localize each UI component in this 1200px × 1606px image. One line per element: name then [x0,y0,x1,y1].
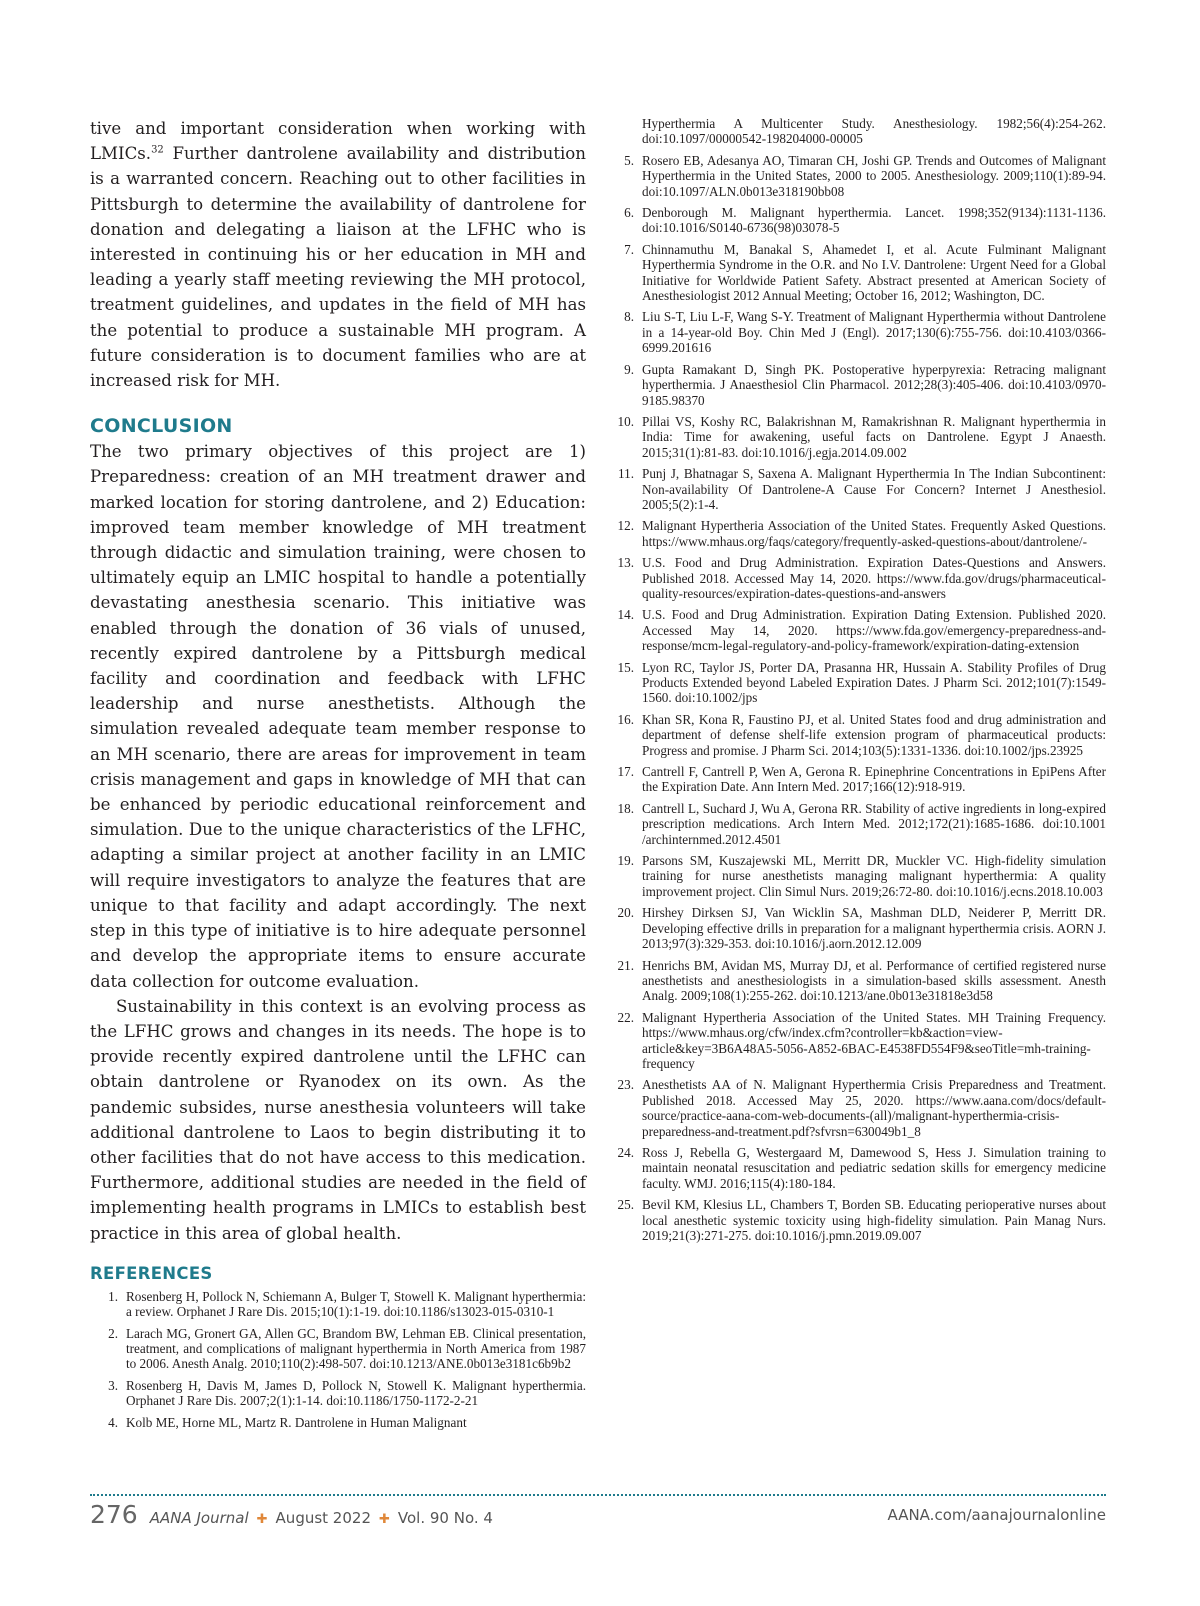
reference-text: Punj J, Bhatnagar S, Saxena A. Malignant Hyperthermia In The Indian Subcontinent: Non-availability Of Dantrolene-A Cause For Concern? Internet J Anesthesiol. 2005;5(2):1-4. [642,466,1106,512]
reference-text: Henrichs BM, Avidan MS, Murray DJ, et al. Performance of certified registered nurse anesthetists and anesthesiologists in a simulation-based skills assessment. Anesth Analg. 2009;108(1):255-262. doi:10.1213/ane.0b013e31818e3d58 [642,957,1106,1004]
separator-icon: ✚ [256,1512,268,1527]
reference-item [606,414,1106,460]
issue-date: August 2022 [275,1509,371,1527]
conclusion-paragraph-1: The two primary objectives of this project are 1) Preparedness: creation of an MH treatment drawer and marked location for storing dantrolene, and 2) Education: improved team member knowledge of MH treatment through didactic and simulation training, were chosen to ultimately equip an LMIC hospital to handle a potentially devastating anesthesia scenario. This initiative was enabled through the donation of 36 vials of unused, recently expired dantrolene by a Pittsburgh medical facility and coordination and feedback with LFHC leadership and nurse anesthetists. Although the simulation revealed adequate team member response to an MH scenario, there are areas for improvement in team crisis management and gaps in knowledge of MH that can be enhanced by periodic educational reinforcement and simulation. Due to the unique characteristics of the LFHC, adapting a similar project at another facility in an LMIC will require investigators to analyze the features that are unique to that facility and adapt accordingly. The next step in this type of initiative is to hire adequate personnel and develop the appropriate items to ensure accurate data collection for outcome evaluation. [90,442,586,991]
reference-item [606,205,1106,236]
reference-item [606,362,1106,408]
reference-item [606,607,1106,653]
reference-list-right [606,116,1106,1243]
reference-item [606,309,1106,355]
reference-number: 17. [617,764,634,780]
conclusion-paragraph-2: Sustainability in this context is an evolving process as the LFHC grows and changes in its needs. The hope is to provide recently expired dantrolene until the LFHC can obtain dantrolene or Ryanodex on its own. As the pandemic subsides, nurse anesthesia volunteers will take additional dantrolene to Laos to begin distributing it to other facilities that do not have access to this medication. Furthermore, additional studies are needed in the field of implementing health programs in LMICs to establish best practice in this area of global health. [90,996,586,1243]
reference-text: Anesthetists AA of N. Malignant Hyperthermia Crisis Preparedness and Treatment. Published 2018. Accessed May 25, 2020. https://www.aana.com/docs/default-source/practice-aana-com-web-documents-(all)/malignant-hyperthermia-crisis-preparedness-and-treatment.pdf?sfvrsn=630049b1_8 [642,1077,1106,1139]
reference-number: 2. [108,1325,118,1341]
reference-item [606,153,1106,199]
page-number: 276 [90,1500,138,1529]
reference-number: 23. [617,1077,634,1093]
reference-item [606,905,1106,951]
reference-number: 8. [624,309,634,325]
volume-issue: Vol. 90 No. 4 [397,1509,493,1527]
reference-text: U.S. Food and Drug Administration. Expiration Dates-Questions and Answers. Published 2018. Accessed May 14, 2020. https://www.fda.gov/drugs/pharmaceutical-quality-resources/expiration-dates-questions-and-answers [642,555,1106,601]
reference-text: Rosenberg H, Davis M, James D, Pollock N, Stowell K. Malignant hyperthermia. Orphanet J Rare Dis. 2007;2(1):1-14. doi:10.1186/1750-1172-2-21 [126,1377,586,1409]
reference-number: 20. [617,905,634,921]
reference-item [606,1145,1106,1191]
reference-number: 14. [617,607,634,623]
reference-item [606,958,1106,1004]
reference-item [606,853,1106,899]
reference-number: 5. [624,152,634,168]
left-column [90,116,586,1436]
reference-number: 12. [617,518,634,534]
reference-text: Ross J, Rebella G, Westergaard M, Damewood S, Hess J. Simulation training to maintain neonatal resuscitation and pediatric sedation skills for emergency medicine faculty. WMJ. 2016;115(4):180-184. [642,1144,1106,1191]
reference-item [90,1289,586,1320]
reference-text: Liu S-T, Liu L-F, Wang S-Y. Treatment of Malignant Hyperthermia without Dantrolene in a 14-year-old Boy. Chin Med J (Engl). 2017;130(6):755-756. doi:10.4103/0366-6999.201616 [642,309,1106,356]
reference-item [606,466,1106,512]
reference-item [606,242,1106,304]
footer-divider [90,1494,1106,1496]
reference-text: Chinnamuthu M, Banakal S, Ahamedet I, et al. Acute Fulminant Malignant Hyperthermia Syndrome in the O.R. and No I.V. Dantrolene: Urgent Need for a Global Initiative for Worldwide Patient Safety. Abstract presented at American Society of Anesthesiologist 2012 Annual Meeting; October 16, 2012; Washington, DC. [642,241,1106,304]
reference-number: 9. [624,361,634,377]
reference-text: Lyon RC, Taylor JS, Porter DA, Prasanna HR, Hussain A. Stability Profiles of Drug Products Extended beyond Labeled Expiration Dates. J Pharm Sci. 2012;101(7):1549-1560. doi:10.1002/jps [642,659,1106,706]
reference-text: Denborough M. Malignant hyperthermia. Lancet. 1998;352(9134):1131-1136. doi:10.1016/S0140-6736(98)03078-5 [642,205,1106,236]
reference-text: U.S. Food and Drug Administration. Expiration Dating Extension. Published 2020. Accessed May 14, 2020. https://www.fda.gov/emergency-preparedness-and-response/mcm-legal-regulatory-and-policy-framework/expiration-dating-extension [642,607,1106,654]
reference-text: Gupta Ramakant D, Singh PK. Postoperative hyperpyrexia: Retracing malignant hyperthermia. J Anaesthesiol Clin Pharmacol. 2012;28(3):405-406. doi:10.4103/0970-9185.98370 [642,361,1106,408]
intro-text-rest: Further dantrolene availability and distribution is a warranted concern. Reaching out to other facilities in Pittsburgh to determine the availability of dantrolene for donation and delegating a liaison at the LFHC who is interested in continuing his or her education in MH and leading a yearly staff meeting reviewing the MH protocol, treatment guidelines, and updates in the field of MH has the potential to produce a sustainable MH program. A future consideration is to document families who are at increased risk for MH. [90,144,586,391]
reference-item [606,660,1106,706]
reference-text: Cantrell F, Cantrell P, Wen A, Gerona R. Epinephrine Concentrations in EpiPens After the Expiration Date. Ann Intern Med. 2017;166(12):918-919. [642,764,1106,795]
reference-item [90,1378,586,1409]
reference-text: Larach MG, Gronert GA, Allen GC, Brandom BW, Lehman EB. Clinical presentation, treatment, and complications of malignant hyperthermia in North America from 1987 to 2006. Anesth Analg. 2010;110(2):498-507. doi:10.1213/ANE.0b013e3181c6b9b2 [126,1325,586,1372]
reference-item [606,801,1106,847]
reference-number: 13. [617,555,634,571]
reference-text: Pillai VS, Koshy RC, Balakrishnan M, Ramakrishnan R. Malignant hyperthermia in India: Time for awakening, useful facts on Dantrolene. Egypt J Anaesth. 2015;31(1):81-83. doi:10.1016/j.egja.2014.09.002 [642,413,1106,460]
reference-number: 4. [108,1414,118,1430]
separator-icon: ✚ [378,1512,390,1527]
reference-item [606,555,1106,601]
reference-item [90,1326,586,1372]
reference-text: Kolb ME, Horne ML, Martz R. Dantrolene in Human Malignant [126,1414,467,1430]
conclusion-heading: CONCLUSION [90,415,233,438]
right-column [606,116,1106,1249]
reference-item [606,1010,1106,1072]
reference-item [90,1415,586,1430]
reference-item [606,764,1106,795]
citation-superscript: 32 [151,144,164,156]
reference-text: Parsons SM, Kuszajewski ML, Merritt DR, Muckler VC. High-fidelity simulation training for nurse anesthetists managing malignant hyperthermia: A quality improvement project. Clin Simul Nurs. 2019;26:72-80. doi:10.1016/j.ecns.2018.10.003 [642,853,1106,899]
reference-item [606,518,1106,549]
reference-number: 16. [617,711,634,727]
reference-item [606,1077,1106,1139]
reference-text: Hirshey Dirksen SJ, Van Wicklin SA, Mashman DLD, Neiderer P, Merritt DR. Developing effective drills in preparation for a malignant hyperthermia crisis. AORN J. 2013;97(3):329-353. doi:10.1016/j.aorn.2012.12.009 [642,905,1106,952]
reference-number: 18. [617,800,634,816]
reference-continuation [606,116,1106,147]
reference-text: Bevil KM, Klesius LL, Chambers T, Borden SB. Educating perioperative nurses about local anesthetic systemic toxicity using high-fidelity simulation. Pain Manag Nurs. 2019;21(3):271-275. doi:10.1016/j.pmn.2019.09.007 [642,1197,1106,1243]
reference-number: 21. [617,957,634,973]
reference-number: 11. [618,466,634,482]
reference-number: 24. [617,1144,634,1160]
reference-list-left [90,1289,586,1430]
reference-text: Malignant Hypertheria Association of the United States. MH Training Frequency. https://www.mhaus.org/cfw/index.cfm?controller=kb&action=view-article&key=3B6A48A5-5056-A852-6BAC-E4538FD554F9&seoTitle=mh-training-frequency [642,1009,1106,1071]
reference-item [606,712,1106,758]
reference-number: 15. [617,659,634,675]
journal-website-link[interactable]: AANA.com/aanajournalonline [887,1506,1106,1524]
journal-name: AANA Journal [149,1509,249,1527]
reference-number: 22. [617,1009,634,1025]
reference-text: Malignant Hypertheria Association of the United States. Frequently Asked Questions. https://www.mhaus.org/faqs/category/frequently-asked-questions-about/dantrolene/- [642,518,1106,549]
reference-number: 1. [108,1288,118,1304]
intro-paragraph [90,116,586,393]
reference-number: 6. [624,205,634,221]
reference-item [606,1197,1106,1243]
reference-number: 10. [617,413,634,429]
reference-number: 25. [617,1197,634,1213]
references-heading: REFERENCES [90,1263,213,1283]
footer-citation [90,1500,493,1529]
reference-number: 19. [617,853,634,869]
reference-number: 7. [624,241,634,257]
reference-text: Khan SR, Kona R, Faustino PJ, et al. United States food and drug administration and department of defense shelf-life extension program of pharmaceutical products: Progress and promise. J Pharm Sci. 2014;103(5):1331-1336. doi:10.1002/jps.23925 [642,711,1106,758]
reference-number: 3. [108,1377,118,1393]
reference-text: Cantrell L, Suchard J, Wu A, Gerona RR. Stability of active ingredients in long-expired prescription medications. Arch Intern Med. 2012;172(21):1685-1686. doi:10.1001 /archinternmed.2012.4501 [642,800,1106,847]
intro-text: tive and important consideration when working with LMICs. [90,119,586,164]
reference-text: Hyperthermia A Multicenter Study. Anesthesiology. 1982;56(4):254-262. doi:10.1097/00000542-198204000-00005 [642,116,1106,147]
reference-text: Rosenberg H, Pollock N, Schiemann A, Bulger T, Stowell K. Malignant hyperthermia: a review. Orphanet J Rare Dis. 2015;10(1):1-19. doi:10.1186/s13023-015-0310-1 [126,1288,586,1320]
reference-text: Rosero EB, Adesanya AO, Timaran CH, Joshi GP. Trends and Outcomes of Malignant Hyperthermia in the United States, 2000 to 2005. Anesthesiology. 2009;110(1):89-94. doi:10.1097/ALN.0b013e318190bb08 [642,152,1106,199]
